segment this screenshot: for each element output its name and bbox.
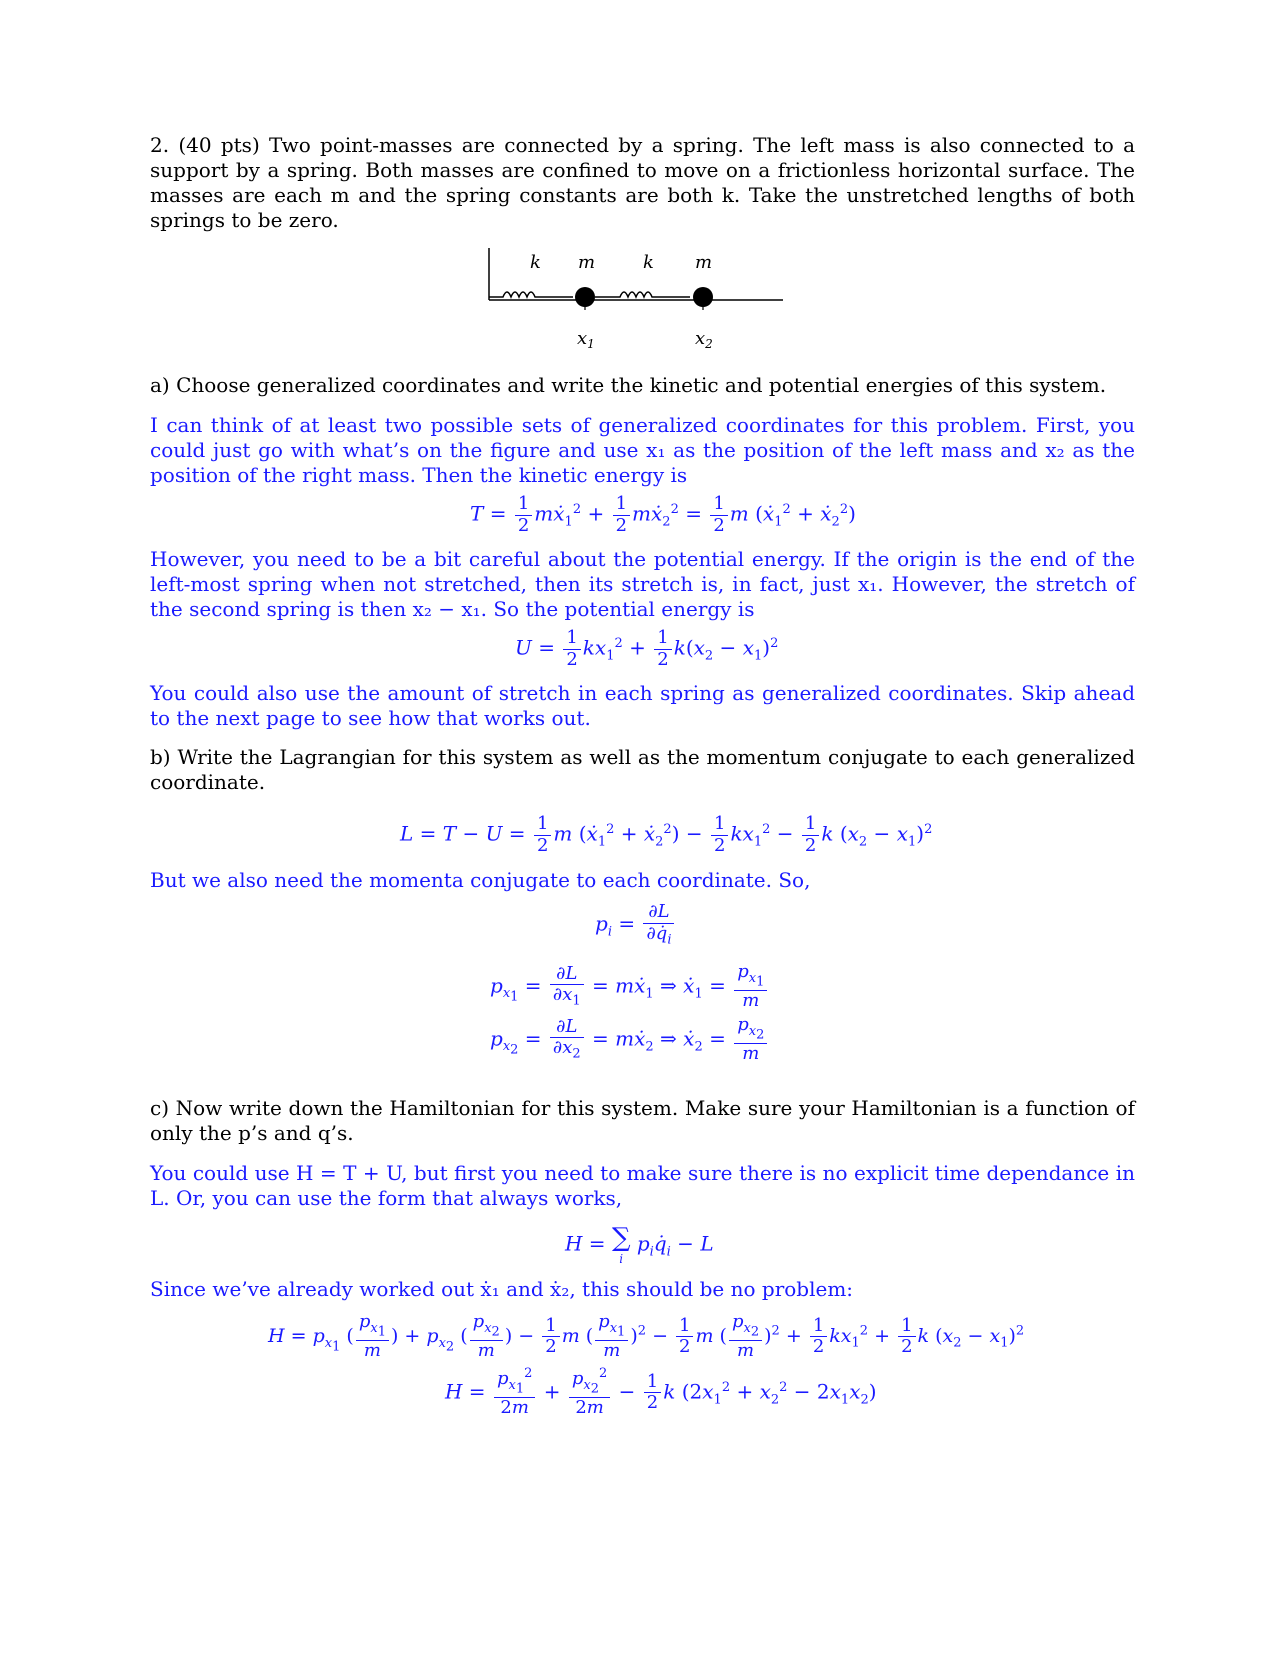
equation-hamiltonian-final: H = $\frac{p_{x_1}^2}{2m}$ + $\frac{p_{x_2}^2}{2m}$ − $\frac{1}{2}$ k $(2x_1^2 + x_2^2 - 2x_1x_2)$	[445, 1366, 877, 1419]
equation-kinetic-energy: T = $\frac{1}{2}$ mẋ$_1^2$ + $\frac{1}{2}$ mẋ$_2^2$ = $\frac{1}{2}$ m (ẋ$_1^2$ + ẋ$_2^2$)	[470, 493, 856, 536]
part-a-question: a) Choose generalized coordinates and write the kinetic and potential energies of this system.	[150, 373, 1107, 397]
problem-statement: 2. (40 pts) Two point-masses are connected by a spring. The left mass is also connected to a support by a spring. Both masses are confined to move on a frictionless horizontal surface. The masses are each m and the spring constants are both k. Take the unstretched lengths of both springs to be zero.	[150, 133, 1135, 232]
part-a-answer-1: I can think of at least two possible sets of generalized coordinates for this problem. First, you could just go with what’s on the figure and use x₁ as the position of the left mass and x₂ as the position of the right mass. Then the kinetic energy is	[150, 413, 1135, 487]
label-x2: $x_2$	[695, 328, 713, 351]
equation-momentum-definition: $p_i$ = $\frac{\partial L}{\partial q̇_i}$	[595, 902, 676, 948]
part-a-answer-2: However, you need to be a bit careful about the potential energy. If the origin is the end of the left-most spring when not stretched, then its stretch is, in fact, just x₁. However, the stretch of the second spring is then x₂ − x₁. So the potential energy is	[150, 547, 1135, 621]
spring-2	[595, 292, 690, 297]
part-c-question: c) Now write down the Hamiltonian for this system. Make sure your Hamiltonian is a function of only the p’s and q’s.	[150, 1096, 1135, 1145]
equation-hamiltonian-expanded: $H = p_{x_1}$ ( $\frac{p_{x_1}}{m}$ ) + $p_{x_2}$ ( $\frac{p_{x_2}}{m}$ ) − $\frac{1}{2}$ m ( $\frac{p_{x_1}}{m}$ )$^2$ − $\frac{1}{2}$ m ( $\frac{p_{x_2}}{m}$ )$^2$ + $\frac{1}{2}$ $kx_1^2$ + $\frac{1}{2}$ k $(x_2 - x_1)^2$	[268, 1311, 1025, 1362]
spring-mass-figure	[485, 248, 785, 362]
label-k2: k	[643, 252, 654, 273]
label-m1: m	[578, 252, 596, 273]
spring-1	[489, 292, 573, 297]
part-c-answer-1: You could use H = T + U, but first you need to make sure there is no explicit time dependance in L. Or, you can use the form that always works,	[150, 1161, 1135, 1210]
equation-potential-energy: U = $\frac{1}{2}$ $kx_1^2$ + $\frac{1}{2}$ $k(x_2 - x_1)^2$	[515, 627, 779, 670]
label-x1: $x_1$	[577, 328, 595, 351]
label-m2: m	[695, 252, 713, 273]
equation-hamiltonian-general: H = ∑ i $p_iq̇_i - L$	[565, 1223, 714, 1266]
part-b-answer-1: But we also need the momenta conjugate to each coordinate. So,	[150, 868, 811, 892]
part-a-answer-3: You could also use the amount of stretch in each spring as generalized coordinates. Skip ahead to the next page to see how that works out.	[150, 681, 1135, 730]
part-b-question: b) Write the Lagrangian for this system as well as the momentum conjugate to each generalized coordinate.	[150, 745, 1135, 794]
equation-momentum-x1: $p_{x_1}$ = $\frac{\partial L}{\partial x_1}$ = mẋ$_1$ ⇒ ẋ$_1$ = $\frac{p_{x_1}}{m}$	[490, 962, 769, 1012]
label-k1: k	[530, 252, 541, 273]
part-c-answer-2: Since we’ve already worked out ẋ₁ and ẋ₂, this should be no problem:	[150, 1277, 854, 1301]
equation-lagrangian: L = T − U = $\frac{1}{2}$ m (ẋ$_1^2$ + ẋ$_2^2$) − $\frac{1}{2}$ $kx_1^2$ − $\frac{1}{2}$ k $(x_2 - x_1)^2$	[400, 813, 933, 856]
equation-momentum-x2: $p_{x_2}$ = $\frac{\partial L}{\partial x_2}$ = mẋ$_2$ ⇒ ẋ$_2$ = $\frac{p_{x_2}}{m}$	[490, 1015, 769, 1065]
